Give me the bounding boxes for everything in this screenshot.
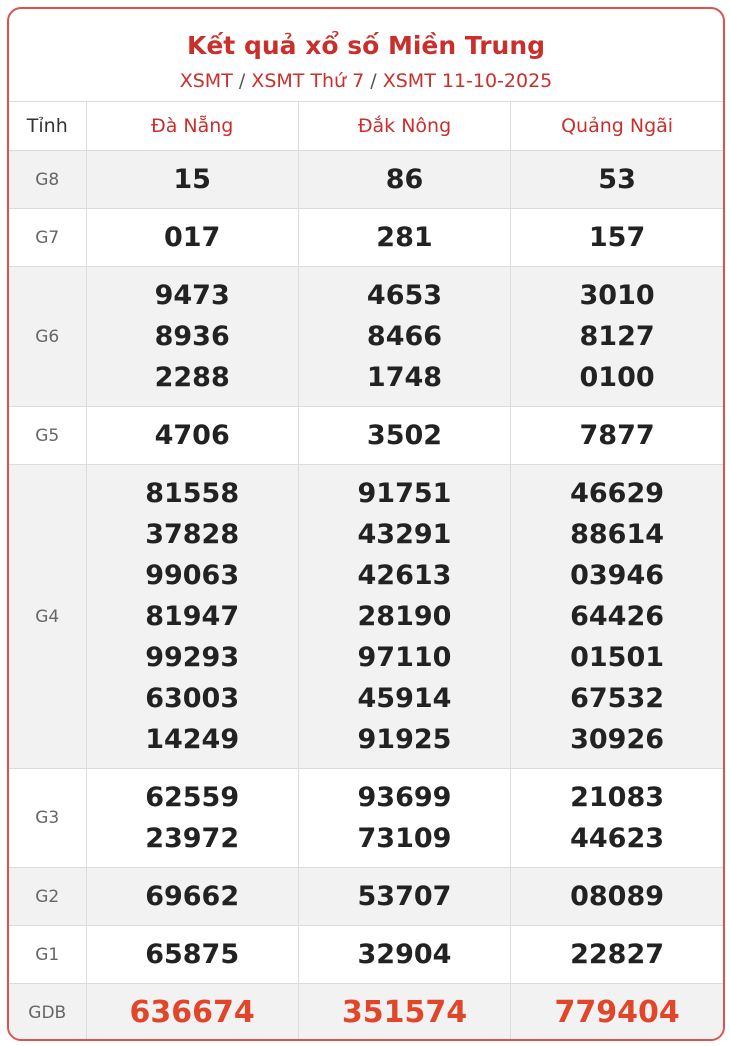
result-cell — [86, 267, 298, 407]
province-header-dak-nong[interactable]: Đắk Nông — [298, 102, 510, 151]
result-number: 08089 — [570, 881, 665, 912]
result-number: 157 — [588, 222, 646, 253]
prize-label: GDB — [9, 984, 86, 1042]
result-number: 28190 — [357, 601, 452, 632]
page-title: Kết quả xổ số Miền Trung — [186, 31, 546, 60]
result-number: 46629 — [570, 478, 665, 509]
result-number: 2288 — [154, 362, 230, 393]
result-number: 32904 — [357, 939, 452, 970]
result-number: 88614 — [570, 519, 665, 550]
result-cell — [511, 465, 723, 769]
results-table — [9, 101, 723, 1041]
result-cell — [86, 984, 298, 1042]
result-number: 017 — [163, 222, 221, 253]
breadcrumb-separator: / — [238, 70, 246, 92]
result-number: 22827 — [570, 939, 665, 970]
result-cell — [511, 926, 723, 984]
result-number: 91925 — [357, 724, 452, 755]
prize-label: G3 — [9, 769, 86, 868]
results-header — [9, 9, 723, 101]
result-number: 53 — [598, 164, 636, 195]
result-cell — [86, 769, 298, 868]
result-cell — [86, 868, 298, 926]
result-number: 3010 — [579, 280, 655, 311]
prize-row-g6 — [9, 267, 723, 407]
result-cell — [511, 209, 723, 267]
result-number: 81947 — [145, 601, 240, 632]
result-cell — [86, 151, 298, 209]
result-cell — [511, 151, 723, 209]
result-cell — [298, 465, 510, 769]
result-number: 63003 — [145, 683, 240, 714]
result-cell — [511, 769, 723, 868]
result-number: 8936 — [154, 321, 230, 352]
prize-label: G6 — [9, 267, 86, 407]
prize-label: G1 — [9, 926, 86, 984]
result-number: 69662 — [145, 881, 240, 912]
prize-label: G2 — [9, 868, 86, 926]
result-number: 0100 — [579, 362, 655, 393]
result-number: 97110 — [357, 642, 452, 673]
result-cell — [511, 868, 723, 926]
result-number: 67532 — [570, 683, 665, 714]
jackpot-number: 779404 — [554, 995, 680, 1030]
result-number: 03946 — [570, 560, 665, 591]
result-number: 14249 — [145, 724, 240, 755]
result-number: 42613 — [357, 560, 452, 591]
result-cell — [511, 984, 723, 1042]
result-cell — [511, 267, 723, 407]
prize-row-g4 — [9, 465, 723, 769]
province-header-da-nang[interactable]: Đà Nẵng — [86, 102, 298, 151]
result-number: 99293 — [145, 642, 240, 673]
result-number: 1748 — [366, 362, 443, 393]
result-number: 01501 — [570, 642, 665, 673]
result-number: 8466 — [366, 321, 443, 352]
jackpot-number: 636674 — [129, 995, 255, 1030]
province-column-header: Tỉnh — [9, 102, 86, 151]
jackpot-number: 351574 — [341, 995, 468, 1030]
result-number: 91751 — [357, 478, 452, 509]
result-number: 99063 — [145, 560, 240, 591]
result-cell — [298, 984, 510, 1042]
result-cell — [86, 209, 298, 267]
result-cell — [86, 407, 298, 465]
result-number: 4706 — [154, 420, 230, 451]
result-cell — [298, 267, 510, 407]
result-number: 4653 — [366, 280, 443, 311]
result-cell — [298, 407, 510, 465]
prize-row-g2 — [9, 868, 723, 926]
breadcrumb-xsmt-thu7[interactable]: XSMT Thứ 7 — [251, 70, 365, 92]
result-cell — [298, 769, 510, 868]
breadcrumb — [9, 69, 723, 93]
result-cell — [86, 926, 298, 984]
prize-row-g8 — [9, 151, 723, 209]
result-number: 281 — [376, 222, 433, 253]
result-number: 15 — [173, 164, 211, 195]
result-number: 86 — [385, 164, 424, 195]
result-cell — [298, 868, 510, 926]
result-number: 21083 — [570, 782, 665, 813]
result-number: 64426 — [570, 601, 665, 632]
prize-label: G7 — [9, 209, 86, 267]
prize-label: G5 — [9, 407, 86, 465]
result-cell — [298, 209, 510, 267]
result-number: 93699 — [357, 782, 452, 813]
result-number: 53707 — [357, 881, 452, 912]
breadcrumb-xsmt-date[interactable]: XSMT 11-10-2025 — [382, 70, 553, 92]
result-cell — [86, 465, 298, 769]
result-number: 8127 — [579, 321, 655, 352]
result-number: 62559 — [145, 782, 240, 813]
result-cell — [298, 926, 510, 984]
result-cell — [511, 407, 723, 465]
province-header-quang-ngai[interactable]: Quảng Ngãi — [511, 102, 723, 151]
result-number: 37828 — [145, 519, 240, 550]
result-number: 44623 — [570, 823, 665, 854]
prize-row-gdb — [9, 984, 723, 1042]
results-card — [7, 7, 725, 1041]
result-number: 9473 — [154, 280, 230, 311]
result-number: 30926 — [570, 724, 665, 755]
prize-label: G4 — [9, 465, 86, 769]
prize-row-g1 — [9, 926, 723, 984]
result-number: 65875 — [145, 939, 240, 970]
result-number: 7877 — [579, 420, 655, 451]
prize-row-g5 — [9, 407, 723, 465]
prize-row-g3 — [9, 769, 723, 868]
table-header-row — [9, 102, 723, 151]
prize-row-g7 — [9, 209, 723, 267]
result-number: 23972 — [145, 823, 240, 854]
prize-label: G8 — [9, 151, 86, 209]
result-cell — [298, 151, 510, 209]
result-number: 81558 — [145, 478, 240, 509]
result-number: 3502 — [366, 420, 443, 451]
breadcrumb-xsmt[interactable]: XSMT — [179, 70, 233, 92]
result-number: 73109 — [357, 823, 452, 854]
result-number: 45914 — [357, 683, 452, 714]
result-number: 43291 — [357, 519, 452, 550]
breadcrumb-separator: / — [370, 70, 377, 92]
